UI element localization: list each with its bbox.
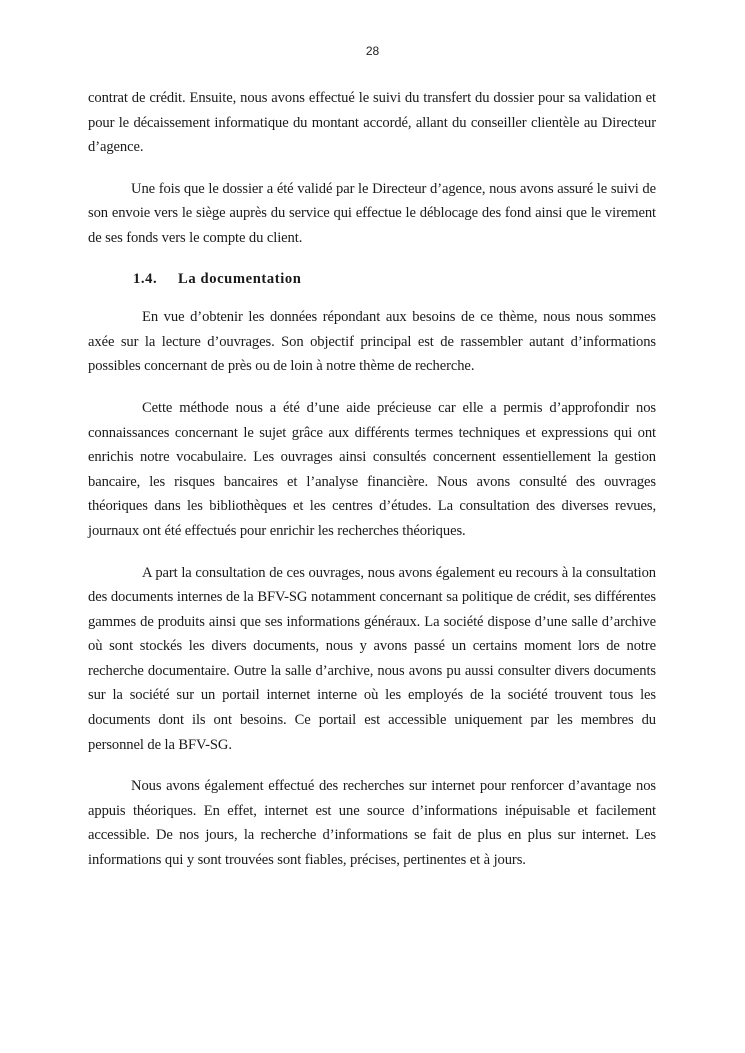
paragraph-lecture-ouvrages: En vue d’obtenir les données répondant aux besoins de ce thème, nous nous sommes axée sur la lecture d’ouvrages. Son objectif principal est de rassembler autant d’informations possibles concernant de près ou de loin à notre thème de recherche.: [88, 309, 656, 375]
page-body: [88, 86, 656, 873]
paragraph-dossier-validation: Une fois que le dossier a été validé par le Directeur d’agence, nous avons assuré le suivi de son envoie vers le siège auprès du service qui effectue le déblocage des fond ainsi que le virement de ses fonds vers le compte du client.: [88, 180, 656, 246]
paragraph-methode: Cette méthode nous a été d’une aide précieuse car elle a permis d’approfondir nos connaissances concernant le sujet grâce aux différents termes techniques et expressions qui ont enrichis notre vocabulaire. Les ouvrages ainsi consultés concernent essentiellement la gestion bancaire, les risques bancaires et l’analyse financière. Nous avons consulté des ouvrages théoriques dans les bibliothèques et les centres d’études. La consultation des diverses revues, journaux ont été effectués pour enrichir les recherches théoriques.: [88, 399, 656, 539]
paragraph-internet: Nous avons également effectué des recherches sur internet pour renforcer d’avantage nos appuis théoriques. En effet, internet est une source d’informations inépuisable et facilement accessible. De nos jours, la recherche d’informations se fait de plus en plus sur internet. Les informations qui y sont trouvées sont fiables, précises, pertinentes et à jours.: [88, 778, 656, 869]
section-heading: [88, 267, 656, 292]
paragraph-documents-internes: A part la consultation de ces ouvrages, nous avons également eu recours à la consultation des documents internes de la BFV-SG notamment concernant sa politique de crédit, ses différentes gammes de produits ainsi que ses informations généraux. La société dispose d’une salle d’archive où sont stockés les divers documents, nous y avons passé un certains moment lors de notre recherche documentaire. Outre la salle d’archive, nous avons pu aussi consulter divers documents sur la société sur un portail internet interne où les employés de la société trouvent tous les documents dont ils ont besoins. Ce portail est accessible uniquement par les membres du personnel de la BFV-SG.: [88, 564, 656, 753]
section-title: La documentation: [178, 270, 302, 287]
page-number: 28: [365, 44, 380, 58]
paragraph-continuation: contrat de crédit. Ensuite, nous avons effectué le suivi du transfert du dossier pour sa validation et pour le décaissement informatique du montant accordé, allant du conseiller clientèle au Directeur d’agence.: [88, 90, 656, 156]
section-number: 1.4.: [133, 270, 158, 287]
